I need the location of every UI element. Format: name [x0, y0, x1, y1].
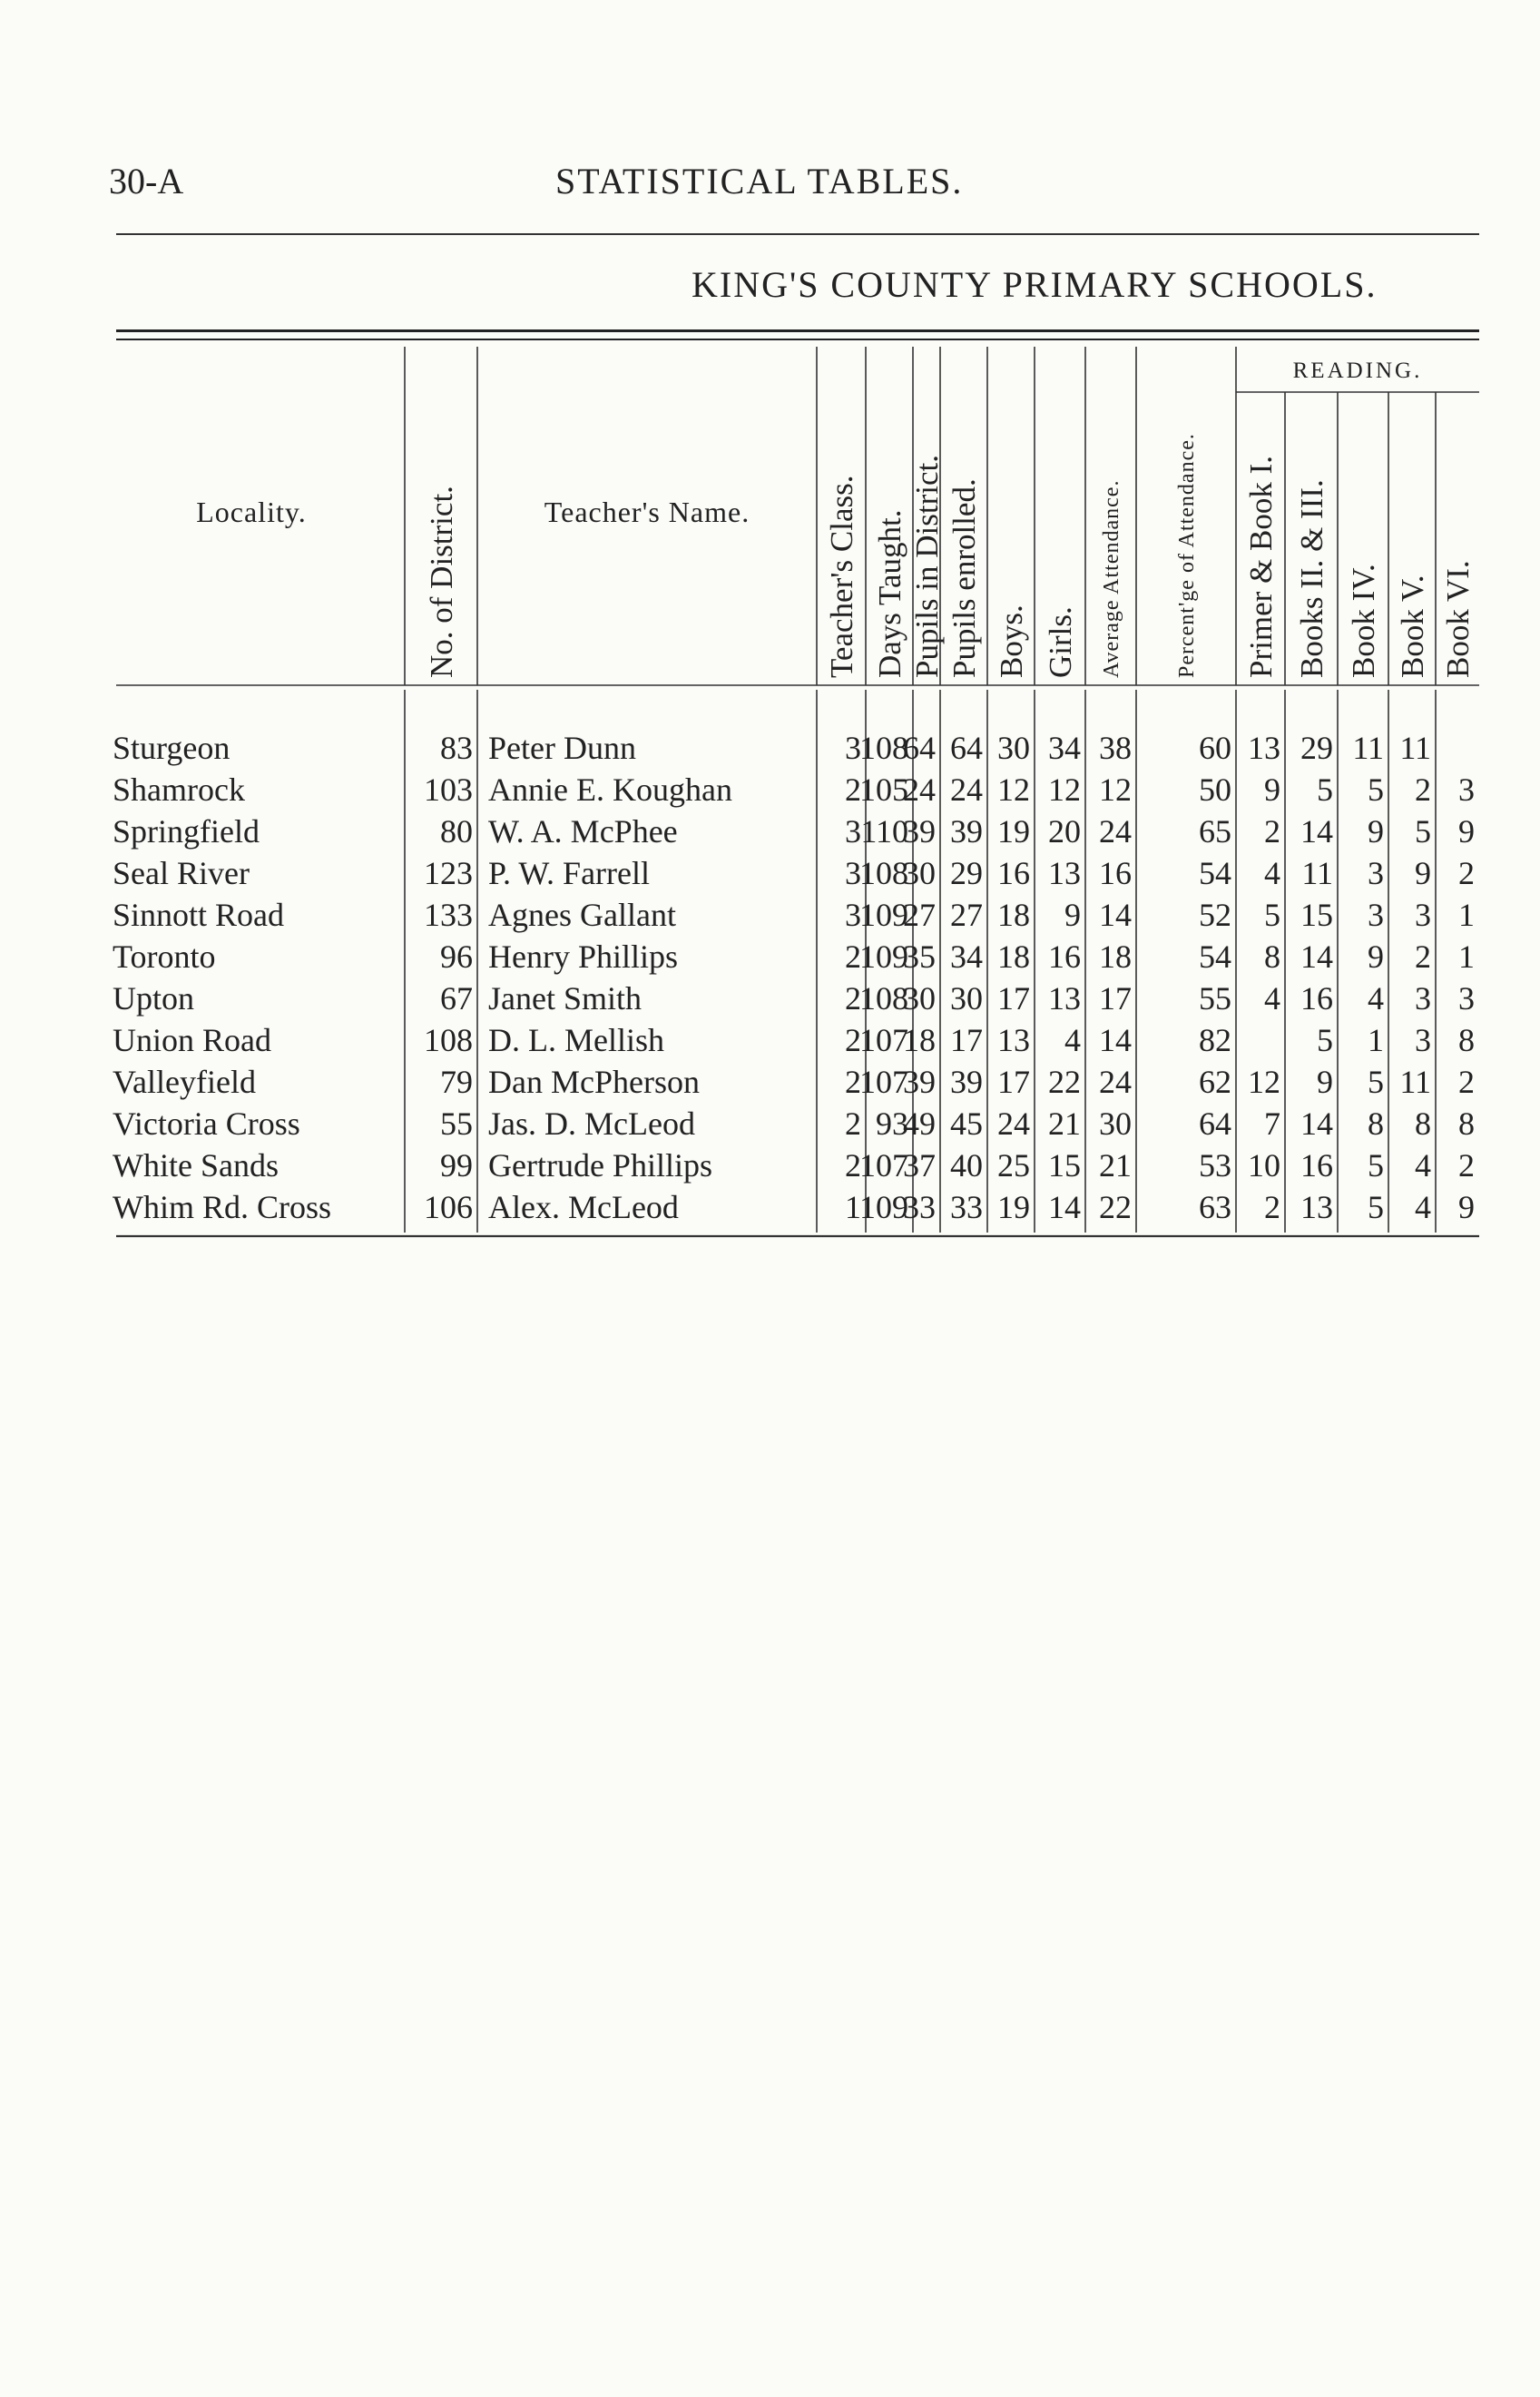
cell-district: 79 — [440, 1064, 473, 1100]
cell-boys: 19 — [997, 813, 1030, 850]
cell-enrolled: 17 — [950, 1022, 983, 1058]
cell-boys: 18 — [997, 897, 1030, 933]
cell-boys: 17 — [997, 1064, 1030, 1100]
cell-girls: 16 — [1048, 938, 1081, 975]
cell-b5: 3 — [1415, 897, 1431, 933]
cell-district: 99 — [440, 1147, 473, 1184]
cell-primer: 8 — [1264, 938, 1280, 975]
cell-primer: 4 — [1264, 980, 1280, 1017]
cell-b4: 9 — [1368, 938, 1384, 975]
cell-primer: 13 — [1248, 730, 1280, 766]
cell-boys: 19 — [997, 1189, 1030, 1225]
header-reading-group: READING. — [1292, 359, 1423, 383]
cell-class: 2 — [845, 1105, 861, 1142]
cell-b23: 14 — [1300, 1105, 1333, 1142]
cell-pupils_district: 37 — [903, 1147, 936, 1184]
header-district: No. of District. — [424, 486, 459, 678]
cell-teacher: Janet Smith — [488, 980, 642, 1017]
cell-enrolled: 27 — [950, 897, 983, 933]
cell-enrolled: 34 — [950, 938, 983, 975]
cell-locality: Union Road — [113, 1022, 271, 1058]
cell-days: 109 — [859, 938, 908, 975]
cell-b5: 4 — [1415, 1189, 1431, 1225]
cell-b4: 9 — [1368, 813, 1384, 850]
cell-locality: Upton — [113, 980, 194, 1017]
cell-b23: 15 — [1300, 897, 1333, 933]
cell-pct: 54 — [1199, 855, 1231, 891]
header-girls: Girls. — [1043, 606, 1078, 678]
cell-primer: 7 — [1264, 1105, 1280, 1142]
table-row — [113, 771, 1475, 808]
cell-b5: 3 — [1415, 980, 1431, 1017]
cell-pupils_district: 49 — [903, 1105, 936, 1142]
cell-days: 109 — [859, 1189, 908, 1225]
cell-primer: 2 — [1264, 1189, 1280, 1225]
cell-boys: 12 — [997, 771, 1030, 808]
cell-boys: 25 — [997, 1147, 1030, 1184]
table-row — [113, 1147, 1475, 1184]
cell-pct: 54 — [1199, 938, 1231, 975]
cell-pupils_district: 30 — [903, 980, 936, 1017]
cell-avg: 16 — [1099, 855, 1132, 891]
cell-b6: 2 — [1458, 1064, 1475, 1100]
cell-locality: Victoria Cross — [113, 1105, 300, 1142]
table-row — [113, 1022, 1475, 1058]
cell-avg: 18 — [1099, 938, 1132, 975]
cell-days: 107 — [859, 1064, 908, 1100]
cell-class: 3 — [845, 855, 861, 891]
cell-b4: 3 — [1368, 897, 1384, 933]
page-number: 30-A — [109, 161, 184, 201]
cell-locality: Seal River — [113, 855, 250, 891]
cell-days: 108 — [859, 730, 908, 766]
table-row — [113, 980, 1475, 1017]
cell-b5: 3 — [1415, 1022, 1431, 1058]
cell-locality: Sinnott Road — [113, 897, 285, 933]
cell-avg: 30 — [1099, 1105, 1132, 1142]
cell-district: 67 — [440, 980, 473, 1017]
cell-b6: 1 — [1458, 897, 1475, 933]
cell-b5: 11 — [1399, 1064, 1431, 1100]
cell-district: 133 — [424, 897, 473, 933]
cell-boys: 17 — [997, 980, 1030, 1017]
cell-avg: 14 — [1099, 897, 1132, 933]
table-row — [113, 730, 1431, 766]
cell-pct: 63 — [1199, 1189, 1231, 1225]
cell-b23: 16 — [1300, 980, 1333, 1017]
cell-class: 2 — [845, 1022, 861, 1058]
cell-b5: 5 — [1415, 813, 1431, 850]
cell-class: 3 — [845, 730, 861, 766]
cell-primer: 2 — [1264, 813, 1280, 850]
cell-teacher: D. L. Mellish — [488, 1022, 664, 1058]
cell-teacher: Agnes Gallant — [488, 897, 676, 933]
cell-class: 2 — [845, 938, 861, 975]
cell-b6: 3 — [1458, 771, 1475, 808]
table-row — [113, 1064, 1475, 1100]
cell-b23: 11 — [1301, 855, 1333, 891]
cell-teacher: Jas. D. McLeod — [488, 1105, 695, 1142]
cell-enrolled: 24 — [950, 771, 983, 808]
cell-days: 107 — [859, 1147, 908, 1184]
cell-b4: 1 — [1368, 1022, 1384, 1058]
cell-avg: 14 — [1099, 1022, 1132, 1058]
cell-pct: 62 — [1199, 1064, 1231, 1100]
cell-pupils_district: 24 — [903, 771, 936, 808]
cell-boys: 30 — [997, 730, 1030, 766]
cell-avg: 17 — [1099, 980, 1132, 1017]
table-row — [113, 938, 1475, 975]
header-pupils-in-district: Pupils in District. — [909, 455, 945, 678]
cell-class: 2 — [845, 771, 861, 808]
cell-district: 103 — [424, 771, 473, 808]
cell-locality: White Sands — [113, 1147, 279, 1184]
cell-b5: 11 — [1399, 730, 1431, 766]
cell-b6: 2 — [1458, 855, 1475, 891]
cell-pupils_district: 39 — [903, 1064, 936, 1100]
cell-locality: Springfield — [113, 813, 260, 850]
cell-primer: 9 — [1264, 771, 1280, 808]
cell-locality: Toronto — [113, 938, 216, 975]
cell-girls: 21 — [1048, 1105, 1081, 1142]
cell-pct: 60 — [1199, 730, 1231, 766]
cell-boys: 24 — [997, 1105, 1030, 1142]
cell-primer: 10 — [1248, 1147, 1280, 1184]
cell-b6: 8 — [1458, 1105, 1475, 1142]
header-pupils-enrolled: Pupils enrolled. — [947, 478, 982, 678]
cell-primer: 12 — [1248, 1064, 1280, 1100]
header-teacher-name: Teacher's Name. — [544, 496, 750, 528]
header-locality: Locality. — [196, 496, 307, 528]
cell-pupils_district: 39 — [903, 813, 936, 850]
cell-days: 108 — [859, 855, 908, 891]
table-row — [113, 1189, 1475, 1225]
cell-enrolled: 30 — [950, 980, 983, 1017]
cell-pupils_district: 35 — [903, 938, 936, 975]
cell-b23: 9 — [1317, 1064, 1333, 1100]
cell-enrolled: 39 — [950, 1064, 983, 1100]
cell-b23: 14 — [1300, 938, 1333, 975]
cell-locality: Sturgeon — [113, 730, 231, 766]
cell-pct: 55 — [1199, 980, 1231, 1017]
cell-district: 55 — [440, 1105, 473, 1142]
cell-teacher: Alex. McLeod — [488, 1189, 679, 1225]
header-primer-book-1: Primer & Book I. — [1243, 456, 1279, 678]
cell-b5: 2 — [1415, 771, 1431, 808]
cell-district: 123 — [424, 855, 473, 891]
cell-avg: 38 — [1099, 730, 1132, 766]
section-title: KING'S COUNTY PRIMARY SCHOOLS. — [692, 264, 1378, 305]
cell-days: 110 — [860, 813, 908, 850]
cell-b6: 8 — [1458, 1022, 1475, 1058]
cell-pct: 50 — [1199, 771, 1231, 808]
cell-days: 107 — [859, 1022, 908, 1058]
cell-b6: 1 — [1458, 938, 1475, 975]
cell-girls: 22 — [1048, 1064, 1081, 1100]
cell-teacher: Annie E. Koughan — [488, 771, 732, 808]
cell-enrolled: 39 — [950, 813, 983, 850]
cell-b23: 29 — [1300, 730, 1333, 766]
cell-teacher: Henry Phillips — [488, 938, 679, 975]
cell-avg: 12 — [1099, 771, 1132, 808]
cell-primer: 5 — [1264, 897, 1280, 933]
header-days-taught: Days Taught. — [872, 509, 907, 678]
cell-b6: 9 — [1458, 813, 1475, 850]
cell-b4: 3 — [1368, 855, 1384, 891]
cell-district: 96 — [440, 938, 473, 975]
cell-b5: 8 — [1415, 1105, 1431, 1142]
cell-enrolled: 45 — [950, 1105, 983, 1142]
cell-class: 2 — [845, 1064, 861, 1100]
cell-enrolled: 64 — [950, 730, 983, 766]
cell-class: 3 — [845, 813, 861, 850]
cell-teacher: Gertrude Phillips — [488, 1147, 712, 1184]
cell-b6: 9 — [1458, 1189, 1475, 1225]
cell-days: 105 — [859, 771, 908, 808]
table-row — [113, 897, 1475, 933]
cell-girls: 13 — [1048, 855, 1081, 891]
cell-b4: 5 — [1368, 1064, 1384, 1100]
cell-pct: 52 — [1199, 897, 1231, 933]
cell-b23: 5 — [1317, 1022, 1333, 1058]
cell-girls: 4 — [1064, 1022, 1081, 1058]
cell-pupils_district: 33 — [903, 1189, 936, 1225]
cell-b6: 3 — [1458, 980, 1475, 1017]
cell-girls: 13 — [1048, 980, 1081, 1017]
cell-girls: 15 — [1048, 1147, 1081, 1184]
cell-pct: 53 — [1199, 1147, 1231, 1184]
cell-pct: 65 — [1199, 813, 1231, 850]
cell-boys: 16 — [997, 855, 1030, 891]
table-header — [196, 359, 1476, 678]
table-row — [113, 855, 1475, 891]
cell-b4: 4 — [1368, 980, 1384, 1017]
cell-pupils_district: 64 — [903, 730, 936, 766]
cell-locality: Shamrock — [113, 771, 245, 808]
cell-district: 83 — [440, 730, 473, 766]
cell-b6: 2 — [1458, 1147, 1475, 1184]
cell-primer: 4 — [1264, 855, 1280, 891]
cell-avg: 22 — [1099, 1189, 1132, 1225]
header-boys: Boys. — [994, 604, 1029, 678]
header-average-attendance: Average Attendance. — [1100, 479, 1123, 678]
cell-b23: 13 — [1300, 1189, 1333, 1225]
cell-b5: 4 — [1415, 1147, 1431, 1184]
cell-class: 1 — [845, 1189, 861, 1225]
cell-b23: 14 — [1300, 813, 1333, 850]
cell-class: 3 — [845, 897, 861, 933]
cell-girls: 34 — [1048, 730, 1081, 766]
cell-enrolled: 29 — [950, 855, 983, 891]
cell-boys: 13 — [997, 1022, 1030, 1058]
cell-teacher: Peter Dunn — [488, 730, 636, 766]
cell-locality: Valleyfield — [113, 1064, 256, 1100]
table-row — [113, 1105, 1475, 1142]
cell-locality: Whim Rd. Cross — [113, 1189, 332, 1225]
cell-teacher: P. W. Farrell — [488, 855, 651, 891]
table-row — [113, 813, 1475, 850]
cell-pct: 82 — [1199, 1022, 1231, 1058]
header-book-6: Book VI. — [1440, 560, 1476, 678]
cell-b23: 16 — [1300, 1147, 1333, 1184]
running-title: STATISTICAL TABLES. — [555, 161, 964, 201]
cell-class: 2 — [845, 980, 861, 1017]
cell-b4: 5 — [1368, 1147, 1384, 1184]
cell-b4: 8 — [1368, 1105, 1384, 1142]
cell-class: 2 — [845, 1147, 861, 1184]
cell-b4: 5 — [1368, 771, 1384, 808]
cell-district: 108 — [424, 1022, 473, 1058]
cell-girls: 12 — [1048, 771, 1081, 808]
cell-days: 93 — [876, 1105, 908, 1142]
cell-days: 108 — [859, 980, 908, 1017]
header-teachers-class: Teacher's Class. — [824, 475, 859, 678]
cell-district: 80 — [440, 813, 473, 850]
cell-avg: 21 — [1099, 1147, 1132, 1184]
cell-pupils_district: 27 — [903, 897, 936, 933]
cell-girls: 14 — [1048, 1189, 1081, 1225]
header-book-5: Book V. — [1395, 575, 1430, 678]
cell-avg: 24 — [1099, 813, 1132, 850]
table-body — [113, 730, 1475, 1225]
cell-enrolled: 33 — [950, 1189, 983, 1225]
cell-boys: 18 — [997, 938, 1030, 975]
cell-girls: 9 — [1064, 897, 1081, 933]
cell-days: 109 — [859, 897, 908, 933]
cell-enrolled: 40 — [950, 1147, 983, 1184]
header-percentage-attendance: Percent'ge of Attendance. — [1175, 433, 1199, 678]
cell-pupils_district: 18 — [903, 1022, 936, 1058]
header-books-2-3: Books II. & III. — [1294, 479, 1329, 678]
cell-avg: 24 — [1099, 1064, 1132, 1100]
cell-b5: 2 — [1415, 938, 1431, 975]
cell-teacher: W. A. McPhee — [488, 813, 678, 850]
cell-pct: 64 — [1199, 1105, 1231, 1142]
cell-b5: 9 — [1415, 855, 1431, 891]
cell-teacher: Dan McPherson — [488, 1064, 700, 1100]
cell-girls: 20 — [1048, 813, 1081, 850]
cell-pupils_district: 30 — [903, 855, 936, 891]
cell-b4: 11 — [1352, 730, 1384, 766]
cell-b23: 5 — [1317, 771, 1333, 808]
header-book-4: Book IV. — [1346, 564, 1381, 678]
cell-district: 106 — [424, 1189, 473, 1225]
cell-b4: 5 — [1368, 1189, 1384, 1225]
